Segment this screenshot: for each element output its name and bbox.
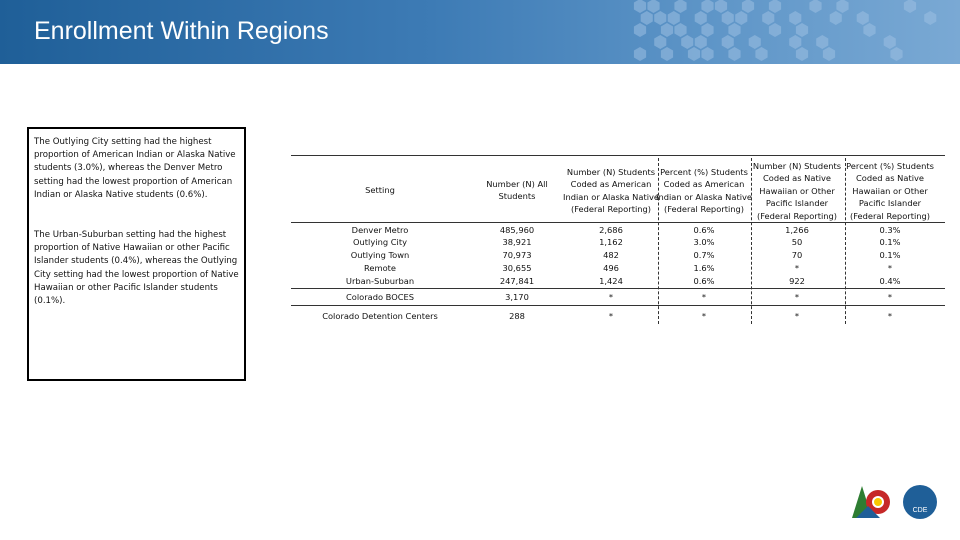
table-cell-setting: Remote bbox=[363, 263, 397, 273]
cde-logo-text: CDE bbox=[912, 507, 928, 514]
summary-paragraph-native-hawaiian: The Urban-Suburban setting had the highest proportion of Native Hawaiian or other Pacific Islander students (0.4%), whereas the Outlying City setting had the lowest proportion of Native Hawaiian or other Pacific Islander students (0.1%). bbox=[34, 230, 239, 307]
hexagon-shape bbox=[789, 35, 801, 49]
table-cell-all-students: 3,170 bbox=[505, 292, 529, 302]
table-cell-setting: Outlying City bbox=[353, 237, 407, 247]
table-cell-all-students: 38,921 bbox=[502, 237, 532, 247]
hexagon-shape bbox=[641, 11, 653, 25]
table-cell-setting: Colorado BOCES bbox=[345, 292, 415, 302]
table-cell-setting: Outlying Town bbox=[350, 250, 410, 260]
hexagon-shape bbox=[681, 35, 693, 49]
table-cell-all-students: 30,655 bbox=[502, 263, 532, 273]
table-cell-nh-pi-percent: 0.1% bbox=[879, 250, 901, 260]
table-cell-nh-pi-number: 50 bbox=[791, 237, 803, 247]
table-cell-setting: Denver Metro bbox=[351, 225, 409, 235]
hexagon-shape bbox=[796, 47, 808, 61]
header-nh-pi-number: Number (N) Students Coded as Native Hawaiian or Other Pacific Islander (Federal Reporting) bbox=[752, 161, 842, 221]
hexagon-shape bbox=[674, 0, 686, 13]
title-banner bbox=[0, 0, 960, 64]
table-cell-all-students: 485,960 bbox=[499, 225, 535, 235]
hexagon-shape bbox=[661, 23, 673, 37]
cde-logo bbox=[903, 485, 937, 519]
hexagon-shape bbox=[816, 35, 828, 49]
summary-textbox bbox=[27, 127, 246, 381]
table-cell-nh-pi-number: 1,266 bbox=[785, 225, 809, 235]
table-cell-ai-an-percent: 3.0% bbox=[693, 237, 715, 247]
hexagon-shape bbox=[674, 23, 686, 37]
hexagon-shape bbox=[789, 11, 801, 25]
hexagon-shape bbox=[884, 35, 896, 49]
row-separator bbox=[291, 305, 945, 306]
hexagon-shape bbox=[688, 47, 700, 61]
hexagon-shape bbox=[728, 23, 740, 37]
column-divider bbox=[751, 158, 752, 324]
hexagon-shape bbox=[647, 0, 659, 13]
hexagon-shape bbox=[742, 0, 754, 13]
hexagon-shape bbox=[735, 11, 747, 25]
hexagon-shape bbox=[634, 0, 646, 13]
hexagon-shape bbox=[715, 0, 727, 13]
hexagon-shape bbox=[904, 0, 916, 13]
hexagon-shape bbox=[634, 23, 646, 37]
hexagon-shape bbox=[836, 0, 848, 13]
hexagon-shape bbox=[701, 0, 713, 13]
table-cell-ai-an-number: * bbox=[608, 292, 614, 302]
table-cell-nh-pi-percent: 0.3% bbox=[879, 225, 901, 235]
table-cell-all-students: 247,841 bbox=[499, 276, 535, 286]
header-all-students: Number (N) All Students bbox=[486, 179, 548, 202]
table-cell-all-students: 288 bbox=[509, 311, 525, 321]
hexagon-shape bbox=[924, 11, 936, 25]
table-cell-ai-an-number: 496 bbox=[603, 263, 619, 273]
table-cell-ai-an-percent: 0.6% bbox=[693, 225, 715, 235]
hexagon-shape bbox=[809, 0, 821, 13]
header-ai-an-number: Number (N) Students Coded as American Indian or Alaska Native (Federal Reporting) bbox=[563, 167, 660, 215]
row-separator bbox=[291, 288, 945, 289]
hexagon-pattern-decoration bbox=[630, 0, 960, 64]
hexagon-shape bbox=[755, 47, 767, 61]
colorado-logo bbox=[852, 486, 890, 518]
column-divider bbox=[658, 158, 659, 324]
hexagon-shape bbox=[830, 11, 842, 25]
header-setting: Setting bbox=[365, 185, 395, 195]
table-cell-setting: Urban-Suburban bbox=[345, 276, 415, 286]
hexagon-shape bbox=[654, 35, 666, 49]
hexagon-shape bbox=[654, 11, 666, 25]
hexagon-shape bbox=[728, 47, 740, 61]
table-cell-ai-an-number: * bbox=[608, 311, 614, 321]
hexagon-shape bbox=[796, 23, 808, 37]
hexagon-shape bbox=[661, 47, 673, 61]
table-cell-nh-pi-percent: 0.4% bbox=[879, 276, 901, 286]
hexagon-shape bbox=[634, 47, 646, 61]
summary-paragraph-american-indian: The Outlying City setting had the highest proportion of American Indian or Alaska Native students (3.0%), whereas the Denver Metro setting had the lowest proportion of American Indian or Alaska Native students (0.6%). bbox=[34, 137, 236, 200]
hexagon-shape bbox=[695, 35, 707, 49]
table-cell-ai-an-number: 482 bbox=[603, 250, 619, 260]
table-cell-ai-an-percent: * bbox=[701, 292, 707, 302]
table-cell-ai-an-percent: * bbox=[701, 311, 707, 321]
table-cell-nh-pi-number: 70 bbox=[791, 250, 803, 260]
hexagon-shape bbox=[823, 47, 835, 61]
column-divider bbox=[845, 158, 846, 324]
logos bbox=[848, 482, 943, 524]
table-cell-nh-pi-number: * bbox=[794, 263, 800, 273]
table-cell-nh-pi-number: * bbox=[794, 311, 800, 321]
hexagon-shape bbox=[722, 35, 734, 49]
header-ai-an-percent: Percent (%) Students Coded as American Indian or Alaska Native (Federal Reporting) bbox=[656, 167, 753, 215]
table-cell-ai-an-number: 1,424 bbox=[599, 276, 623, 286]
hexagon-shape bbox=[769, 23, 781, 37]
header-nh-pi-percent: Percent (%) Students Coded as Native Hawaiian or Other Pacific Islander (Federal Reporting) bbox=[846, 161, 934, 221]
top-border bbox=[291, 155, 945, 156]
table-cell-ai-an-percent: 0.6% bbox=[693, 276, 715, 286]
hexagon-shape bbox=[762, 11, 774, 25]
hexagon-shape bbox=[722, 11, 734, 25]
table-cell-nh-pi-percent: * bbox=[887, 292, 893, 302]
table-cell-nh-pi-number: 922 bbox=[789, 276, 805, 286]
table-cell-ai-an-percent: 0.7% bbox=[693, 250, 715, 260]
table-cell-nh-pi-number: * bbox=[794, 292, 800, 302]
hexagon-shape bbox=[701, 23, 713, 37]
table-cell-nh-pi-percent: 0.1% bbox=[879, 237, 901, 247]
hexagon-shape bbox=[749, 35, 761, 49]
table-cell-all-students: 70,973 bbox=[502, 250, 532, 260]
hexagon-shape bbox=[769, 0, 781, 13]
table-cell-setting: Colorado Detention Centers bbox=[322, 311, 438, 321]
hexagon-shape bbox=[701, 47, 713, 61]
table-cell-ai-an-percent: 1.6% bbox=[693, 263, 715, 273]
hexagon-shape bbox=[890, 47, 902, 61]
table-cell-nh-pi-percent: * bbox=[887, 263, 893, 273]
header-separator bbox=[291, 222, 945, 223]
hexagon-shape bbox=[863, 23, 875, 37]
table-cell-nh-pi-percent: * bbox=[887, 311, 893, 321]
table-cell-ai-an-number: 2,686 bbox=[599, 225, 623, 235]
table-cell-ai-an-number: 1,162 bbox=[599, 237, 623, 247]
hexagon-shape bbox=[695, 11, 707, 25]
hexagon-shape bbox=[668, 11, 680, 25]
hexagon-shape bbox=[857, 11, 869, 25]
page-title: Enrollment Within Regions bbox=[34, 17, 329, 45]
